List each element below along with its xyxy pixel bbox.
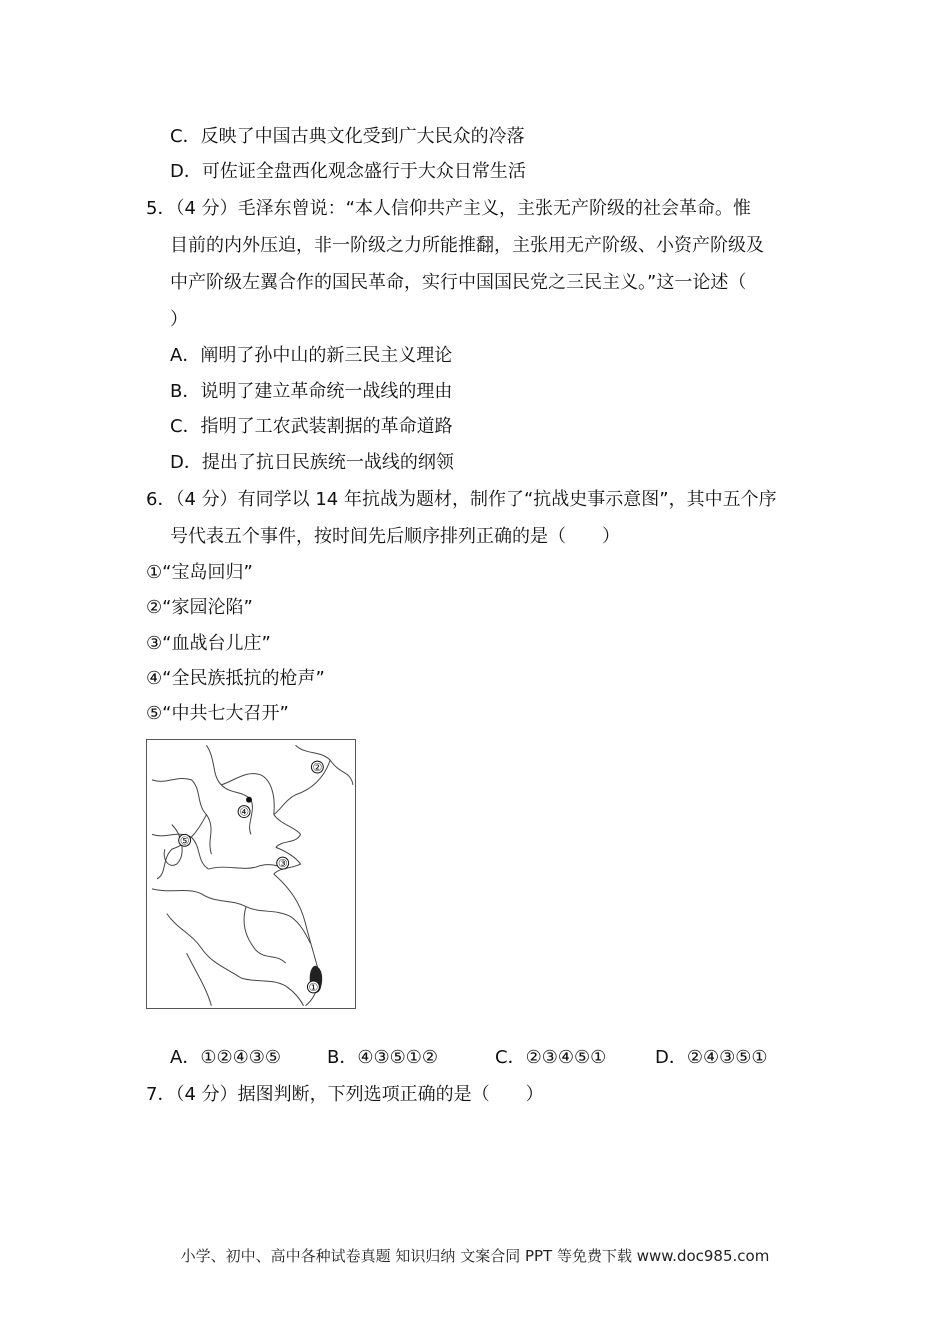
map-marker-5: ⑤: [179, 834, 190, 848]
q4-option-d: D．可佐证全盘西化观念盛行于大众日常生活: [170, 161, 526, 182]
q5-option-d: D．提出了抗日民族统一战线的纲领: [170, 452, 454, 473]
q6-option-b: B．④③⑤①②: [327, 1047, 439, 1068]
map-marker-3: ③: [277, 857, 288, 871]
q5-stem-line4: ）: [170, 309, 188, 330]
q6-item-2: ②“家园沦陷”: [146, 597, 253, 618]
q5-stem-line1: 5．（4 分）毛泽东曾说：“本人信仰共产主义，主张无产阶级的社会革命。惟: [146, 198, 751, 219]
map-marker-1: ①: [308, 980, 319, 994]
q6-option-a: A．①②④③⑤: [170, 1047, 281, 1068]
q6-option-d: D．②④③⑤①: [655, 1047, 768, 1068]
china-war-map: [146, 739, 356, 1009]
q5-stem-line2: 目前的内外压迫，非一阶级之力所能推翻，主张用无产阶级、小资产阶级及: [170, 235, 764, 256]
q4-option-c: C．反映了中国古典文化受到广大民众的冷落: [170, 126, 525, 147]
q5-option-c: C．指明了工农武装割据的革命道路: [170, 416, 453, 437]
q7-stem-line1: 7．（4 分）据图判断，下列选项正确的是（ ）: [146, 1084, 544, 1105]
q5-option-a: A．阐明了孙中山的新三民主义理论: [170, 345, 453, 366]
map-marker-2: ②: [312, 760, 323, 774]
map-marker-4: ④: [239, 805, 249, 819]
q6-item-5: ⑤“中共七大召开”: [146, 703, 289, 724]
q5-stem-line3: 中产阶级左翼合作的国民革命，实行中国国民党之三民主义。”这一论述（: [170, 272, 747, 293]
q6-option-c: C．②③④⑤①: [495, 1047, 607, 1068]
q6-item-4: ④“全民族抵抗的枪声”: [146, 668, 325, 689]
q6-stem-line1: 6．（4 分）有同学以 14 年抗战为题材，制作了“抗战史事示意图”，其中五个序: [146, 489, 777, 510]
q6-item-1: ①“宝岛回归”: [146, 562, 253, 583]
q6-stem-line2: 号代表五个事件，按时间先后顺序排列正确的是（ ）: [170, 526, 620, 547]
q5-option-b: B．说明了建立革命统一战线的理由: [170, 381, 453, 402]
q6-item-3: ③“血战台儿庄”: [146, 633, 271, 654]
page-footer: 小学、初中、高中各种试卷真题 知识归纳 文案合同 PPT 等免费下载 www.doc985.com: [180, 1247, 770, 1265]
